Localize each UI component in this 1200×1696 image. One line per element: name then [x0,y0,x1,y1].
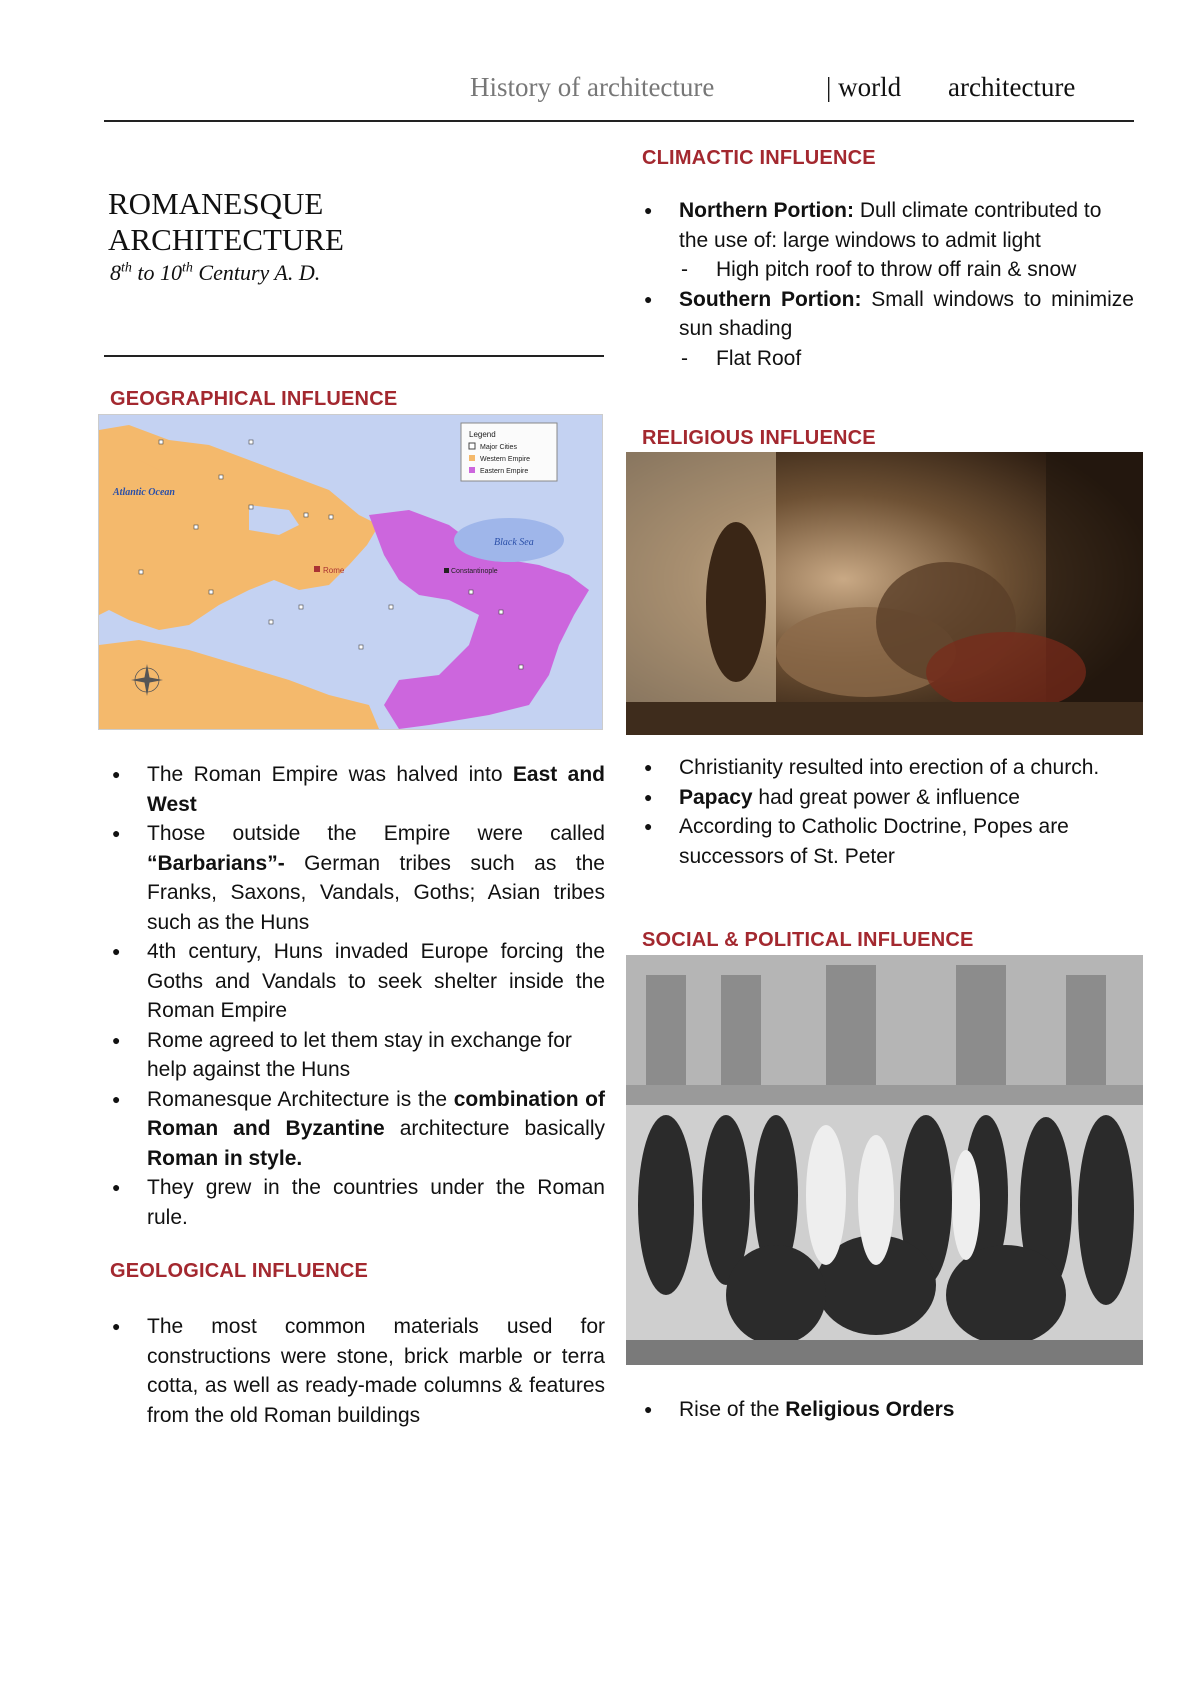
map-label-sea: Black Sea [494,537,534,548]
roman-empire-map [98,414,603,730]
map-svg [99,415,602,729]
map-legend-western: Western Empire [480,456,531,463]
header-right: architecture [948,72,1076,102]
title-rule [104,355,604,357]
geological-list [110,1312,605,1430]
map-label-ocean: Atlantic Ocean [113,487,175,498]
list-item: ● Rise of the Religious Orders [642,1395,1134,1425]
map-legend-eastern: Eastern Empire [480,468,529,475]
list-item: ● Southern Portion: Small windows to minimize sun shading [642,285,1134,344]
climactic-content [642,196,1134,373]
religious-orders-engraving-image [626,955,1143,1365]
list-item: ● Romanesque Architecture is the combination of Roman and Byzantine architecture basically Roman in style. [110,1085,605,1174]
religious-list [642,753,1134,871]
list-item: ● 4th century, Huns invaded Europe forcing the Goths and Vandals to seek shelter inside the Roman Empire [110,937,605,1026]
social-list [642,1395,1134,1425]
list-item: ● According to Catholic Doctrine, Popes are successors of St. Peter [642,812,1134,871]
page-title: ROMANESQUE ARCHITECTURE [108,186,344,257]
map-legend-cities: Major Cities [480,444,517,451]
social-heading: SOCIAL & POLITICAL INFLUENCE [642,929,974,951]
list-item: ● Rome agreed to let them stay in exchange for help against the Huns [110,1026,605,1085]
list-item: ● Northern Portion: Dull climate contributed to the use of: large windows to admit light [642,196,1134,255]
geographical-heading: GEOGRAPHICAL INFLUENCE [110,388,398,410]
religious-heading: RELIGIOUS INFLUENCE [642,427,876,449]
sub-list-item: - High pitch roof to throw off rain & snow [679,255,1134,285]
map-label-constantinople: Constantinople [451,568,498,575]
page-subtitle: 8th to 10th Century A. D. [110,260,321,285]
header-mid: | world [826,72,902,102]
list-item: ● They grew in the countries under the Roman rule. [110,1173,605,1232]
geographical-list [110,760,605,1232]
religious-painting-image [626,452,1143,735]
map-legend-title: Legend [469,430,496,439]
list-item: ● The Roman Empire was halved into East and West [110,760,605,819]
map-label-rome: Rome [323,566,345,575]
list-item: ● The most common materials used for constructions were stone, brick marble or terra cotta, as well as ready-made columns & features from the old Roman buildings [110,1312,605,1430]
header-rule [104,120,1134,122]
header-left: History of architecture [470,72,715,102]
sub-list-item: - Flat Roof [679,344,1134,374]
geological-heading: GEOLOGICAL INFLUENCE [110,1260,369,1282]
climactic-heading: CLIMACTIC INFLUENCE [642,147,876,169]
list-item: ● Papacy had great power & influence [642,783,1134,813]
list-item: ● Christianity resulted into erection of a church. [642,753,1134,783]
list-item: ● Those outside the Empire were called “Barbarians”- German tribes such as the Franks, Saxons, Vandals, Goths; Asian tribes such as the Huns [110,819,605,937]
